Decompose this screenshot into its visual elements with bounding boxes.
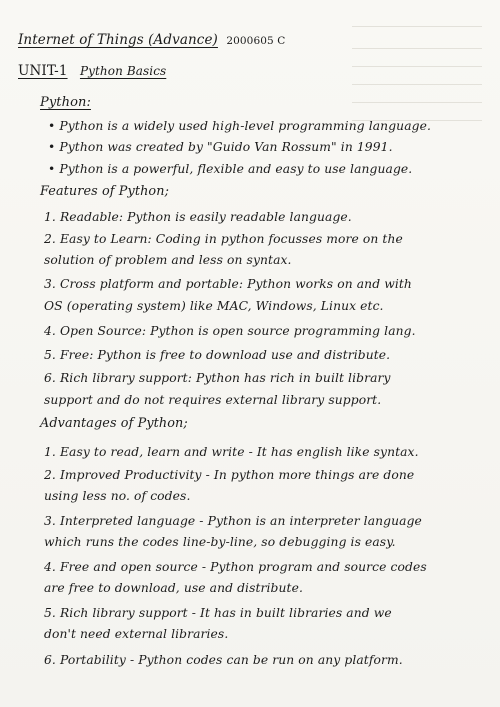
feature-line: 6. Rich library support: Python has rich in built library <box>44 371 391 385</box>
advantage-line: using less no. of codes. <box>44 489 191 503</box>
python-point: • Python is a powerful, flexible and easy to use language. <box>48 162 413 176</box>
advantages-heading: Advantages of Python; <box>40 416 188 431</box>
feature-line: support and do not requires external library support. <box>44 393 382 407</box>
bleed-through-line <box>352 48 482 49</box>
python-heading: Python: <box>40 95 91 110</box>
feature-line: 2. Easy to Learn: Coding in python focusses more on the <box>44 232 403 246</box>
python-point: • Python is a widely used high-level programming language. <box>48 119 431 133</box>
bleed-through-line <box>352 102 482 103</box>
advantage-line: 3. Interpreted language - Python is an interpreter language <box>44 514 422 528</box>
feature-line: OS (operating system) like MAC, Windows, Linux etc. <box>44 299 384 313</box>
bleed-through-line <box>352 84 482 85</box>
feature-line: 1. Readable: Python is easily readable language. <box>44 210 352 224</box>
features-heading: Features of Python; <box>40 184 169 199</box>
document-header <box>18 32 285 49</box>
python-point: • Python was created by "Guido Van Rossum" in 1991. <box>48 140 393 154</box>
feature-line: solution of problem and less on syntax. <box>44 253 292 267</box>
roll-number: 2000605 C <box>226 35 286 47</box>
advantage-line: 6. Portability - Python codes can be run on any platform. <box>44 653 403 667</box>
advantage-line: 5. Rich library support - It has in built libraries and we <box>44 606 392 620</box>
bleed-through-line <box>352 26 482 27</box>
advantage-line: don't need external libraries. <box>44 627 229 641</box>
feature-line: 4. Open Source: Python is open source programming lang. <box>44 324 416 338</box>
advantage-line: which runs the codes line-by-line, so debugging is easy. <box>44 535 396 549</box>
bleed-through-line <box>352 66 482 67</box>
feature-line: 3. Cross platform and portable: Python works on and with <box>44 277 412 291</box>
unit-title: Python Basics <box>79 64 167 78</box>
document-title: Internet of Things (Advance) <box>18 32 218 48</box>
advantage-line: 4. Free and open source - Python program and source codes <box>44 560 427 574</box>
advantage-line: 1. Easy to read, learn and write - It has english like syntax. <box>44 445 419 459</box>
unit-number: UNIT-1 <box>18 63 68 79</box>
advantage-line: 2. Improved Productivity - In python more things are done <box>44 468 415 482</box>
unit-heading <box>18 63 166 79</box>
feature-line: 5. Free: Python is free to download use and distribute. <box>44 348 391 362</box>
advantage-line: are free to download, use and distribute. <box>44 581 303 595</box>
